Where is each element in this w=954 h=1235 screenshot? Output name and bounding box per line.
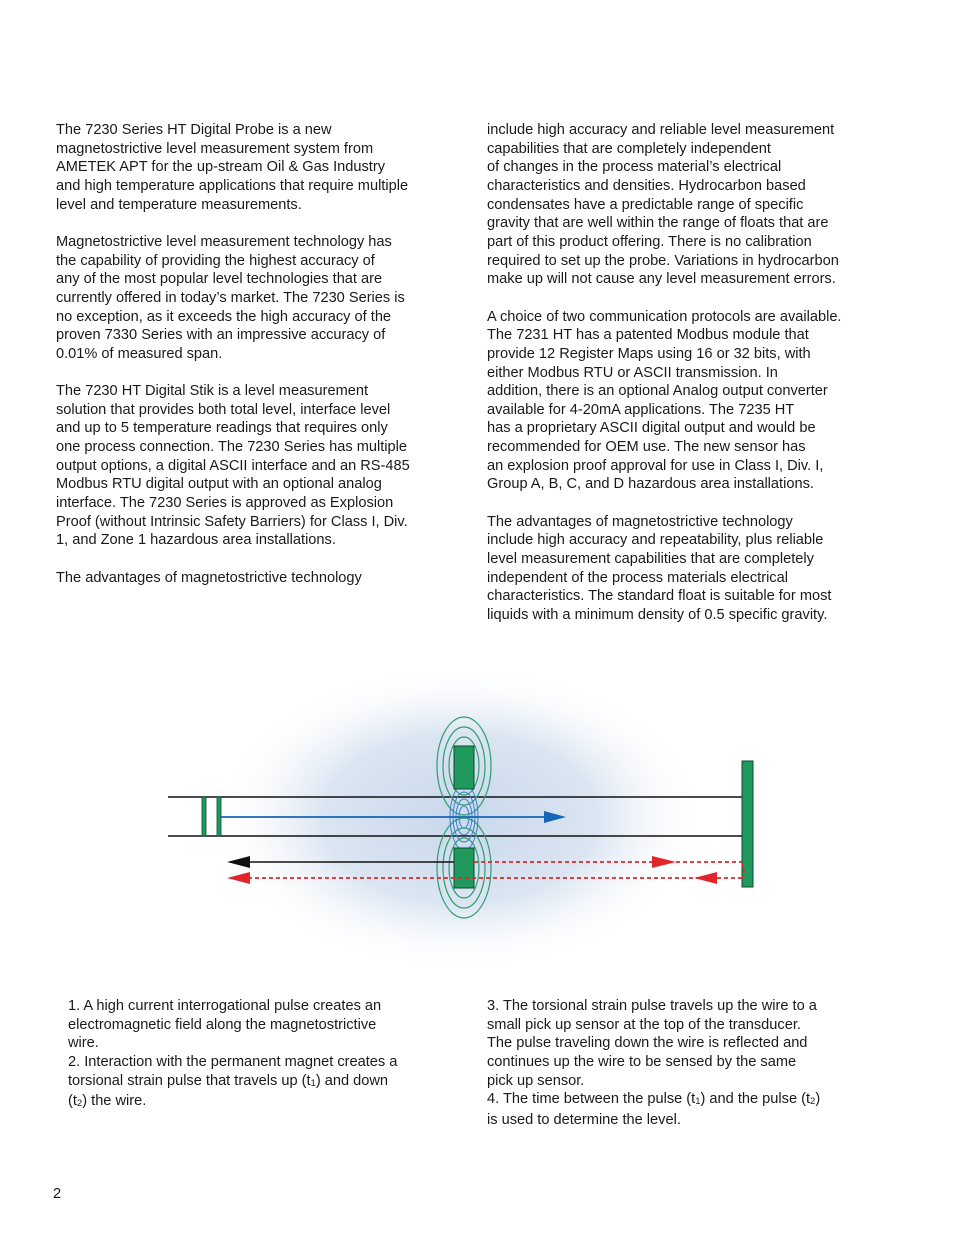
text-line: any of the most popular level technologies that are [56,271,383,288]
text-line: currently offered in today’s market. The 7230 Series is [56,289,405,306]
text-line: proven 7330 Series with an impressive accuracy of [56,327,386,344]
step-3: 3. The torsional strain pulse travels up the wire to a small pick up sensor at the top of the transducer. The pulse traveling down the wire is reflected and continues up the wire to be sensed by the same pick up sensor. [487,998,817,1089]
text-line: include high accuracy and reliable level measurement [487,122,835,138]
left-paragraph-2 [56,233,446,364]
text-line: make up will not cause any level measurement errors. [487,271,836,288]
text-line: The advantages of magnetostrictive technology [56,569,362,586]
step-4: 4. The time between the pulse $(t_1)$ and the pulse $(t_2)$ is used to determine the level. [487,1091,821,1128]
text-line: Group A, B, C, and D hazardous area installations. [487,476,814,493]
text-line: capabilities that are completely independent [487,140,771,157]
left-paragraph-3 [56,382,446,550]
text-line: characteristics. The standard float is suitable for most [487,588,832,605]
reflected-pulse-mid-arrowhead-icon [694,872,717,884]
magnetostrictive-principle-diagram [160,660,780,980]
steps-left-list [68,997,448,1113]
text-line: an explosion proof approval for use in Class I, Div. I, [487,457,824,474]
text-line: 1, and Zone 1 hazardous area installations. [56,532,336,549]
text-line: of changes in the process material’s electrical [487,159,782,176]
text-line: available for 4-20mA applications. The 7235 HT [487,401,795,418]
text-line: provide 12 Register Maps using 16 or 32 bits, with [487,345,811,362]
right-paragraph-2 [487,308,877,495]
text-line: Magnetostrictive level measurement technology has [56,233,392,250]
text-line: AMETEK APT for the up-stream Oil & Gas Industry [56,159,386,176]
right-text-column [487,121,877,625]
text-line: either Modbus RTU or ASCII transmission. In [487,364,778,381]
text-line: the capability of providing the highest accuracy of [56,252,375,269]
text-line: 0.01% of measured span. [56,345,223,362]
left-paragraph-1 [56,121,446,214]
text-line: has a proprietary ASCII digital output and would be [487,420,816,437]
right-paragraph-3 [487,513,877,625]
text-line: Proof (without Intrinsic Safety Barriers) for Class I, Div. [56,513,408,530]
text-line: and high temperature applications that require multiple [56,177,409,194]
text-line: addition, there is an optional Analog output converter [487,383,828,400]
text-line: include high accuracy and repeatability, plus reliable [487,532,824,549]
text-line: The 7230 HT Digital Stik is a level measurement [56,383,369,400]
text-line: and up to 5 temperature readings that requires only [56,420,388,437]
text-line: The 7231 HT has a patented Modbus module that [487,327,809,344]
text-line: level measurement capabilities that are completely [487,551,814,568]
text-line: level and temperature measurements. [56,196,302,213]
text-line: liquids with a minimum density of 0.5 specific gravity. [487,607,828,624]
text-line: output options, a digital ASCII interface and an RS-485 [56,457,410,474]
left-text-column [56,121,446,587]
text-line: independent of the process materials electrical [487,569,788,586]
text-line: condensates have a predictable range of specific [487,196,804,213]
text-line: gravity that are well within the range of floats that are [487,215,829,232]
text-line: magnetostrictive level measurement system from [56,140,374,157]
probe-end-plate [742,761,753,887]
text-line: characteristics and densities. Hydrocarbon based [487,177,806,194]
text-line: The 7230 Series HT Digital Probe is a new [56,122,332,138]
text-line: A choice of two communication protocols are available. [487,308,842,325]
step-1: 1. A high current interrogational pulse creates an electromagnetic field along the magnetostrictive wire. [68,998,382,1052]
step-2: 2. Interaction with the permanent magnet creates a torsional strain pulse that travels up $(t_1)$ and down $(t_2)$ the wire. [68,1053,398,1110]
text-line: The advantages of magnetostrictive technology [487,513,793,530]
text-line: required to set up the probe. Variations in hydrocarbon [487,252,839,269]
text-line: no exception, as it exceeds the high accuracy of the [56,308,392,325]
left-paragraph-4 [56,569,446,588]
text-line: solution that provides both total level, interface level [56,401,391,418]
page-number: 2 [53,1186,62,1202]
lower-float-magnet-icon [454,848,474,888]
text-line: Modbus RTU digital output with an optional analog [56,476,382,493]
text-line: part of this product offering. There is no calibration [487,233,812,250]
text-line: one process connection. The 7230 Series has multiple [56,439,408,456]
text-line: interface. The 7230 Series is approved as Explosion [56,495,394,512]
steps-right-list [487,997,877,1130]
right-paragraph-1 [487,121,877,289]
upper-float-magnet-icon [454,746,474,789]
pickup-sensor-bar-1 [202,797,206,836]
text-line: recommended for OEM use. The new sensor has [487,439,806,456]
